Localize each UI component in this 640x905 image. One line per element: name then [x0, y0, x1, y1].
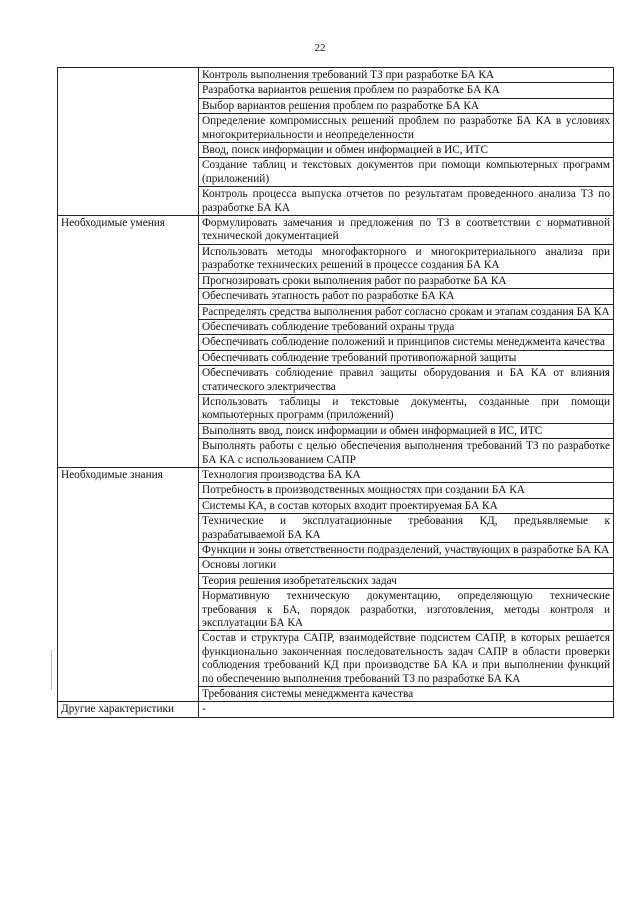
row-item: Потребность в производственных мощностях при создании БА КА	[199, 483, 614, 498]
table-row	[58, 216, 614, 245]
row-item: Обеспечивать соблюдение положений и принципов системы менеджмента качества	[199, 335, 614, 350]
row-item: Технические и эксплуатационные требования КД, предъявляемые к разрабатываемой БА КА	[199, 514, 614, 543]
row-item: Определение компромиссных решений проблем по разработке БА КА в условиях многокритериальности и неопределенности	[199, 114, 614, 143]
row-item: Использовать методы многофакторного и многокритериального анализа при разработке технических решений в процессе создания БА КА	[199, 244, 614, 273]
row-label: Необходимые умения	[58, 216, 199, 468]
requirements-table	[57, 67, 614, 718]
row-item: Требования системы менеджмента качества	[199, 687, 614, 702]
row-item: Контроль выполнения требований ТЗ при разработке БА КА	[199, 68, 614, 83]
margin-mark	[51, 650, 54, 690]
row-item: Функции и зоны ответственности подразделений, участвующих в разработке БА КА	[199, 543, 614, 558]
row-item: -	[199, 702, 614, 717]
page-number: 22	[314, 42, 326, 54]
row-item: Создание таблиц и текстовых документов при помощи компьютерных программ (приложений)	[199, 158, 614, 187]
row-item: Обеспечивать соблюдение правил защиты оборудования и БА КА от влияния статического электричества	[199, 366, 614, 395]
row-item: Обеспечивать соблюдение требований охраны труда	[199, 319, 614, 334]
row-label	[58, 68, 199, 216]
row-item: Формулировать замечания и предложения по ТЗ в соответствии с нормативной технической документацией	[199, 216, 614, 245]
row-item: Основы логики	[199, 558, 614, 573]
row-item: Состав и структура САПР, взаимодействие подсистем САПР, в которых решается функционально законченная последовательность задач САПР в области проверки соблюдения требований КД при производстве БА КА и при выполнении функций по обеспечению выполнения требований ТЗ по разработке БА КА	[199, 631, 614, 687]
requirements-table-body	[58, 68, 614, 718]
row-item: Нормативную техническую документацию, определяющую технические требования к БА, порядок разработки, изготовления, методы контроля и эксплуатации БА КА	[199, 589, 614, 631]
row-item: Распределять средства выполнения работ согласно срокам и этапам создания БА КА	[199, 304, 614, 319]
row-item: Контроль процесса выпуска отчетов по результатам проведенного анализа ТЗ по разработке БА КА	[199, 187, 614, 216]
table-row	[58, 467, 614, 482]
row-item: Прогнозировать сроки выполнения работ по разработке БА КА	[199, 273, 614, 288]
table-row	[58, 702, 614, 717]
row-label: Необходимые знания	[58, 467, 199, 702]
row-item: Обеспечивать соблюдение требований противопожарной защиты	[199, 350, 614, 365]
table-row	[58, 68, 614, 83]
row-item: Выполнять ввод, поиск информации и обмен информацией в ИС, ИТС	[199, 423, 614, 438]
row-item: Технология производства БА КА	[199, 467, 614, 482]
row-item: Теория решения изобретательских задач	[199, 573, 614, 588]
row-item: Выбор вариантов решения проблем по разработке БА КА	[199, 98, 614, 113]
row-item: Использовать таблицы и текстовые документы, созданные при помощи компьютерных программ (приложений)	[199, 394, 614, 423]
row-item: Системы КА, в состав которых входит проектируемая БА КА	[199, 498, 614, 513]
row-item: Ввод, поиск информации и обмен информацией в ИС, ИТС	[199, 143, 614, 158]
row-item: Обеспечивать этапность работ по разработке БА КА	[199, 289, 614, 304]
row-item: Разработка вариантов решения проблем по разработке БА КА	[199, 83, 614, 98]
row-label: Другие характеристики	[58, 702, 199, 717]
row-item: Выполнять работы с целью обеспечения выполнения требований ТЗ по разработке БА КА с использованием САПР	[199, 439, 614, 468]
